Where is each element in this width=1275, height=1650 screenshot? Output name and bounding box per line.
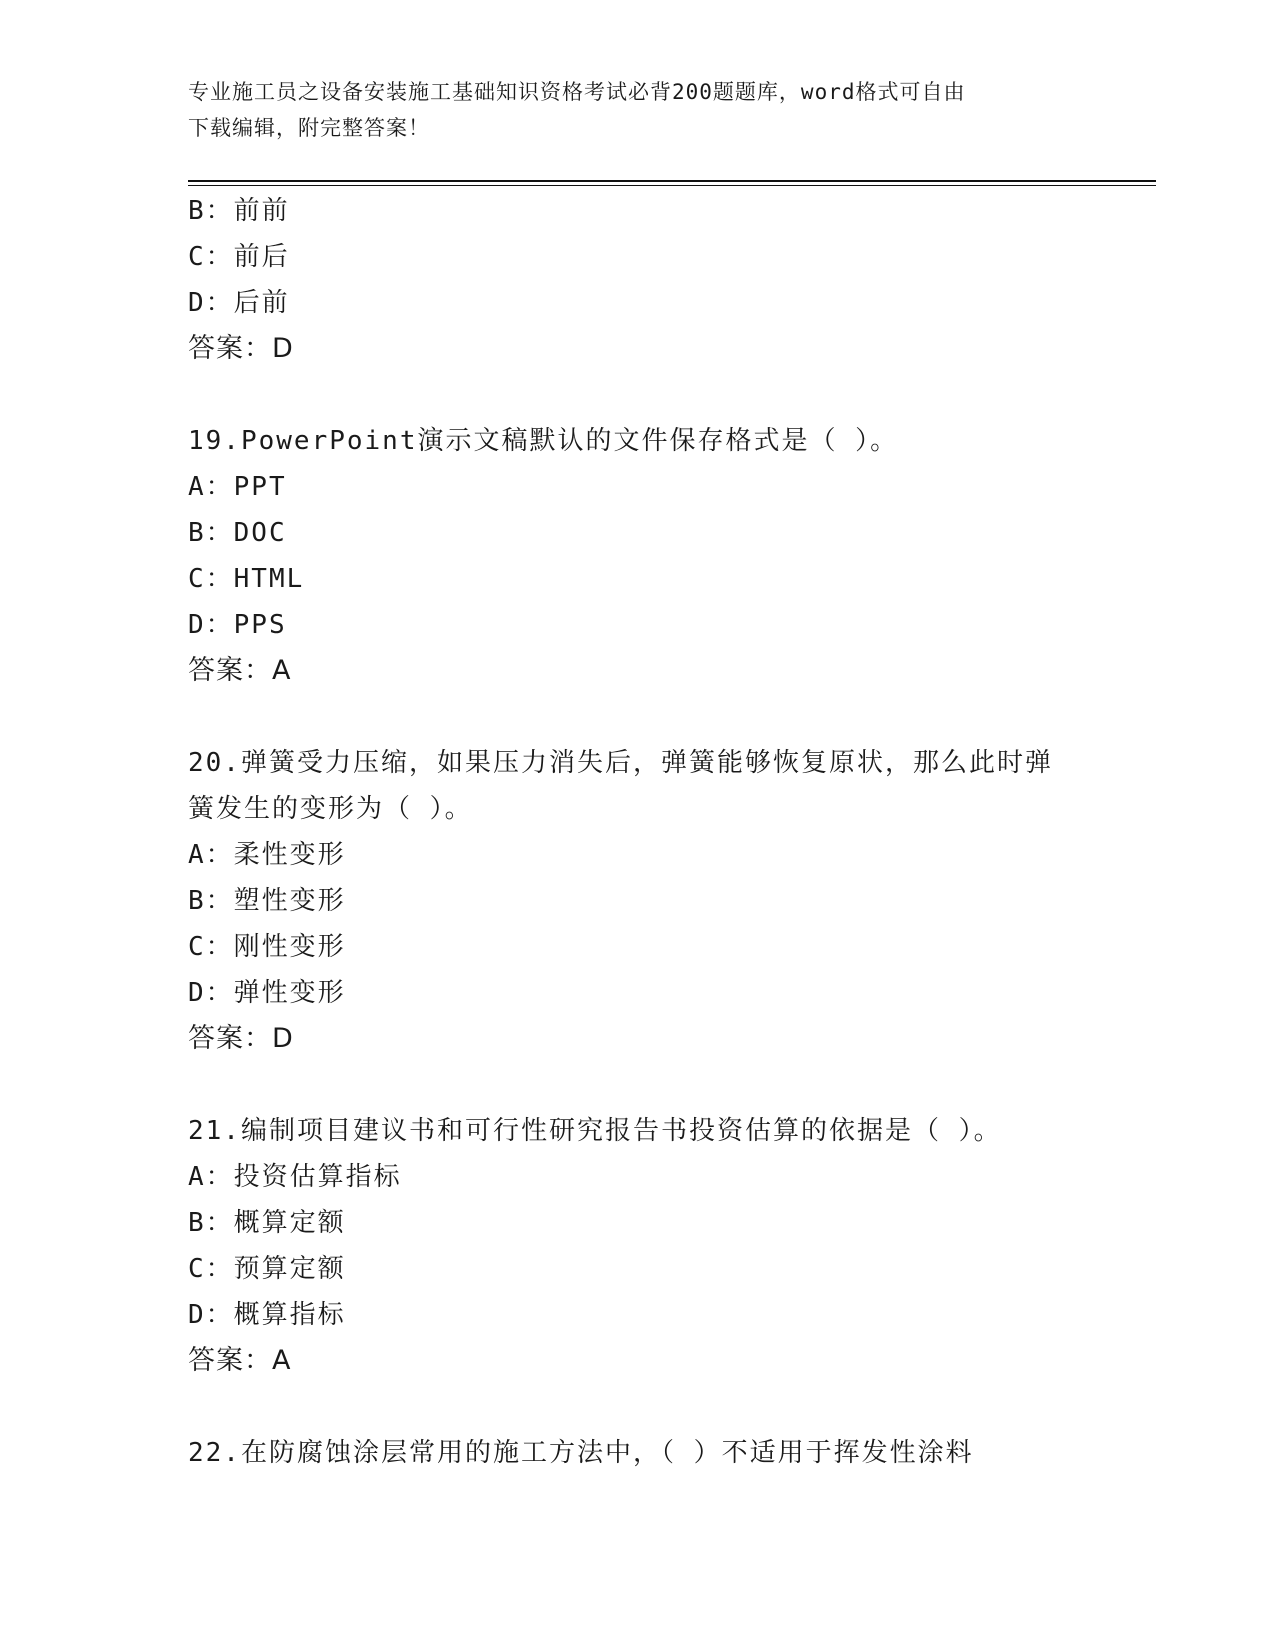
- header-title-line-2: 下载编辑，附完整答案！: [188, 116, 430, 140]
- answer-line: 答案：A: [188, 655, 292, 686]
- header-divider-thin: [188, 185, 1156, 186]
- option-d: D：PPS: [188, 610, 287, 640]
- header-title-line-1: 专业施工员之设备安装施工基础知识资格考试必背200题题库，word格式可自由: [188, 80, 966, 104]
- spacer: [188, 372, 1088, 418]
- spacer: [188, 1062, 1088, 1108]
- question-text: 21.编制项目建议书和可行性研究报告书投资估算的依据是（ ）。: [188, 1116, 1002, 1146]
- option-d: D：概算指标: [188, 1300, 346, 1330]
- question-text: 19.PowerPoint演示文稿默认的文件保存格式是（ ）。: [188, 426, 899, 456]
- question-block-19: [188, 418, 1088, 694]
- option-b: B：前前: [188, 196, 290, 226]
- question-block-20: [188, 740, 1088, 1062]
- option-b: B：DOC: [188, 518, 287, 548]
- option-c: C：前后: [188, 242, 290, 272]
- question-block-22: [188, 1430, 1088, 1476]
- document-header: [188, 74, 1088, 146]
- option-d: D：弹性变形: [188, 978, 346, 1008]
- option-b: B：概算定额: [188, 1208, 346, 1238]
- answer-line: 答案：A: [188, 1345, 292, 1376]
- option-b: B：塑性变形: [188, 886, 346, 916]
- question-text-line-1: 20.弹簧受力压缩，如果压力消失后，弹簧能够恢复原状，那么此时弹: [188, 748, 1053, 778]
- question-block-21: [188, 1108, 1088, 1384]
- question-block-18: [188, 188, 1088, 372]
- option-c: C：预算定额: [188, 1254, 346, 1284]
- option-a: A：柔性变形: [188, 840, 346, 870]
- option-c: C：刚性变形: [188, 932, 346, 962]
- option-a: A：PPT: [188, 472, 287, 502]
- option-c: C：HTML: [188, 564, 305, 594]
- option-a: A：投资估算指标: [188, 1162, 402, 1192]
- option-d: D：后前: [188, 288, 290, 318]
- answer-line: 答案：D: [188, 1023, 294, 1054]
- question-text: 22.在防腐蚀涂层常用的施工方法中，（ ）不适用于挥发性涂料: [188, 1438, 974, 1468]
- spacer: [188, 694, 1088, 740]
- question-text-line-2: 簧发生的变形为（ ）。: [188, 794, 473, 824]
- question-list: [188, 188, 1088, 1476]
- answer-line: 答案：D: [188, 333, 294, 364]
- header-divider-thick: [188, 180, 1156, 182]
- spacer: [188, 1384, 1088, 1430]
